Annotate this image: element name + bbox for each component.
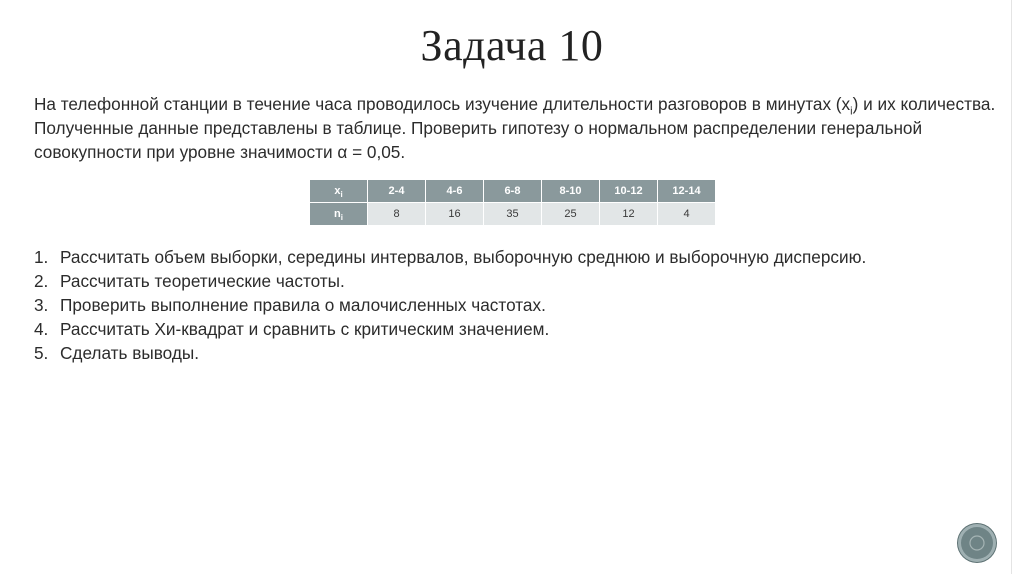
task-number: 1. bbox=[34, 247, 49, 267]
task-number: 3. bbox=[34, 295, 49, 315]
table-row-label-n: $n_i$ bbox=[310, 203, 368, 226]
task-text: Сделать выводы. bbox=[60, 343, 200, 363]
table-cell-interval: 12-14 bbox=[658, 180, 716, 203]
task-text: Рассчитать теоретические частоты. bbox=[60, 271, 345, 291]
slide-title: Задача 10 bbox=[420, 21, 604, 70]
table-cell-count: 35 bbox=[484, 203, 542, 226]
slide-nav-button[interactable] bbox=[958, 524, 996, 562]
table-row-label-x: $x_i$ bbox=[310, 180, 368, 203]
task-text: Рассчитать объем выборки, середины интервалов, выборочную среднюю и выборочную дисперсию. bbox=[60, 247, 867, 267]
table-cell-count: 12 bbox=[600, 203, 658, 226]
task-number: 5. bbox=[34, 343, 49, 363]
list-item bbox=[34, 293, 866, 317]
table-cell-count: 4 bbox=[658, 203, 716, 226]
table-cell-interval: 2-4 bbox=[368, 180, 426, 203]
list-item bbox=[34, 317, 866, 341]
frequency-table bbox=[309, 179, 716, 226]
list-item bbox=[34, 341, 866, 365]
table-row-intervals bbox=[310, 180, 716, 203]
table-cell-count: 8 bbox=[368, 203, 426, 226]
task-text: Рассчитать Хи-квадрат и сравнить с критическим значением. bbox=[60, 319, 550, 339]
problem-text-part1: На телефонной станции в течение часа проводилось изучение длительности разговоров в минутах (x bbox=[34, 94, 851, 114]
table-cell-interval: 10-12 bbox=[600, 180, 658, 203]
slide-nav-icon bbox=[967, 533, 987, 553]
task-list bbox=[34, 245, 866, 365]
problem-statement bbox=[34, 92, 1009, 164]
table-cell-count: 25 bbox=[542, 203, 600, 226]
problem-text-part2: ) и их количества. Полученные данные представлены в таблице. Проверить гипотезу о нормальном распределении генеральной совокупности при уровне значимости α = 0,05. bbox=[34, 94, 996, 162]
table-row-counts bbox=[310, 203, 716, 226]
table-cell-interval: 4-6 bbox=[426, 180, 484, 203]
table-cell-count: 16 bbox=[426, 203, 484, 226]
list-item bbox=[34, 245, 866, 269]
problem-text-subscript: i bbox=[850, 105, 853, 118]
task-text: Проверить выполнение правила о малочисленных частотах. bbox=[60, 295, 546, 315]
task-number: 2. bbox=[34, 271, 49, 291]
table-cell-interval: 8-10 bbox=[542, 180, 600, 203]
task-number: 4. bbox=[34, 319, 49, 339]
slide-edge-divider bbox=[1011, 0, 1012, 574]
table-cell-interval: 6-8 bbox=[484, 180, 542, 203]
list-item bbox=[34, 269, 866, 293]
